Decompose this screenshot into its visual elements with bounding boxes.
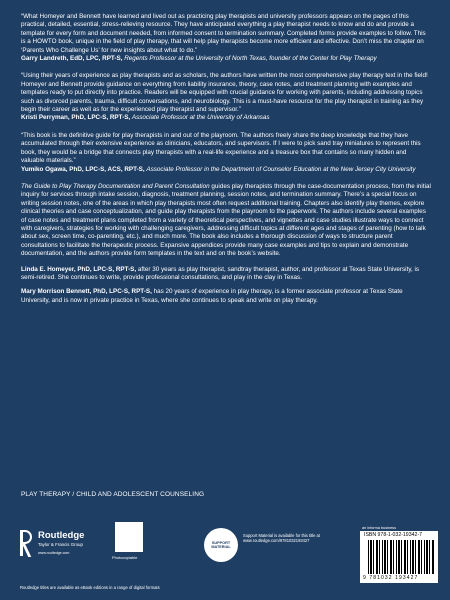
endorsement-quote — [21, 132, 431, 174]
quote-attribution — [21, 166, 431, 174]
book-title-italic: The Guide to Play Therapy Documentation and Parent Consultation — [21, 182, 210, 190]
quote-attribution — [21, 114, 431, 122]
quote-text: “Using their years of experience as play therapists and as scholars, the authors have written the most comprehensive play therapy text in the field! Homeyer and Bennett provide guidance on everything from liability insurance, theory, case notes, and treatment planning with examples and templates ready to put directly into practice. Readers will be equipped with crucial guidance for working with parents, including addressing topics such as divorced parents, trauma, difficult conversations, and neurobiology. This is a must-have resource for the play therapist in training as they begin their career as well as for the experienced play therapist and supervisor.” — [21, 72, 428, 114]
photocopiable-label: Photocopiable — [112, 555, 138, 560]
endorsement-quote — [21, 72, 431, 122]
support-material-icon — [204, 528, 238, 562]
endorser-name: Garry Landreth, EdD, LPC, RPT-S, — [21, 55, 123, 63]
back-cover-text — [21, 13, 431, 311]
author-bio-text: has 20 years of experience in play therapy, is a former associate professor at Texas State University, and is now in private practice in Texas, where she continues to speak and write on play therapy. — [21, 288, 403, 304]
routledge-logo — [20, 530, 102, 562]
publisher-group: Taylor & Francis Group — [38, 542, 83, 547]
support-material-note: Support Material is available for this title at www.routledge.com/9781032193427 — [243, 533, 320, 544]
endorser-role: Regents Professor at the University of North Texas, founder of the Center for Play Therapy — [124, 55, 377, 63]
barcode-icon — [368, 540, 434, 574]
publisher-url: www.routledge.com — [38, 551, 70, 555]
isbn-text: ISBN 978-1-032-19342-7 — [364, 532, 422, 538]
barcode-digits: 9 781032 193427 — [363, 575, 419, 581]
cover-footer — [0, 515, 450, 600]
endorser-role: Associate Professor in the Department of Counselor Education at the New Jersey City University — [146, 165, 416, 173]
description-text: guides play therapists through the case-documentation process, from the initial inquiry for services through intake session, diagnosis, treatment planning, session notes, and termination summary. There’s a special focus on writing session notes, one of the areas in which play therapists most often request additional training. Chapters also identify play themes, explore clinical theories and case conceptualization, and guide play therapists from the playroom to the paperwork. The authors include several examples of case notes and treatment plans completed from a variety of theoretical perspectives, and vignettes and case studies illustrate ways to connect with caregivers, strategies for working with challenging caregivers, addressing difficult topics at different ages and stages of parenting (how to talk about sex, screen time, co-parenting, etc.), and much more. The book also includes a thorough discussion of ways to structure parent consultations to facilitate the therapeutic process. Expansive appendices provide many case examples and tips to explain and demonstrate documentation, and the authors provide form templates in the text and on the book’s website. — [21, 182, 431, 258]
quote-text: “This book is the definitive guide for play therapists in and out of the playroom. The authors freely share the deep knowledge that they have accumulated through their extensive experience as clinicians, educators, and supervisors. If I were to pick sand tray miniatures to represent this book, they would be a bridge that connects play therapists with a real-life experience and a treasure box that contains so many hidden and valuable materials.” — [21, 131, 421, 165]
endorser-name: Kristi Perryman, PhD, LPC-S, RPT-S, — [21, 114, 131, 122]
publisher-name: Routledge — [38, 530, 85, 541]
author-bio-text: after 30 years as play therapist, sandtray therapist, author, and professor at Texas State University, is semi-retired. She continues to write, provide professional consultations, and play in the clay in Texas. — [21, 265, 420, 281]
informa-tagline: an informa business — [362, 526, 396, 530]
author-name: Linda E. Homeyer, PhD, LPC-S, RPT-S, — [21, 265, 137, 273]
author-bio — [21, 266, 431, 283]
endorsement-quote — [21, 13, 431, 63]
subject-category: PLAY THERAPY / CHILD AND ADOLESCENT COUNSELING — [21, 491, 205, 498]
quote-attribution — [21, 55, 431, 63]
routledge-r-icon — [20, 530, 33, 556]
quote-text: “What Homeyer and Bennett have learned and lived out as practicing play therapists and university professors appears on the pages of this practical, detailed, essential, stress-relieving resource. They have anticipated everything a play therapist needs to know and do and provide a template for every form and document needed, from informed consent to termination summary. Completed forms provide examples to follow. This is a HOWTO book, unique in the field of play therapy, that will help play therapists become more efficient and effective. Don’t miss the chapter on ‘Parents Who Challenge Us’ for new insights about what to do.” — [21, 13, 426, 54]
book-description — [21, 183, 431, 259]
endorser-role: Associate Professor at the University of Arkansas — [131, 114, 270, 122]
author-bio — [21, 288, 431, 305]
endorser-name: Yumiko Ogawa, PhD, LPC-S, ACS, RPT-S, — [21, 165, 145, 173]
photocopiable-icon — [115, 522, 143, 552]
author-name: Mary Morrison Bennett, PhD, LPC-S, RPT-S, — [21, 288, 152, 296]
ebook-note: Routledge titles are available as eBook editions in a range of digital formats — [20, 585, 160, 590]
support-badge-text: SUPPORT MATERIAL — [211, 540, 231, 549]
barcode-panel — [360, 531, 438, 583]
